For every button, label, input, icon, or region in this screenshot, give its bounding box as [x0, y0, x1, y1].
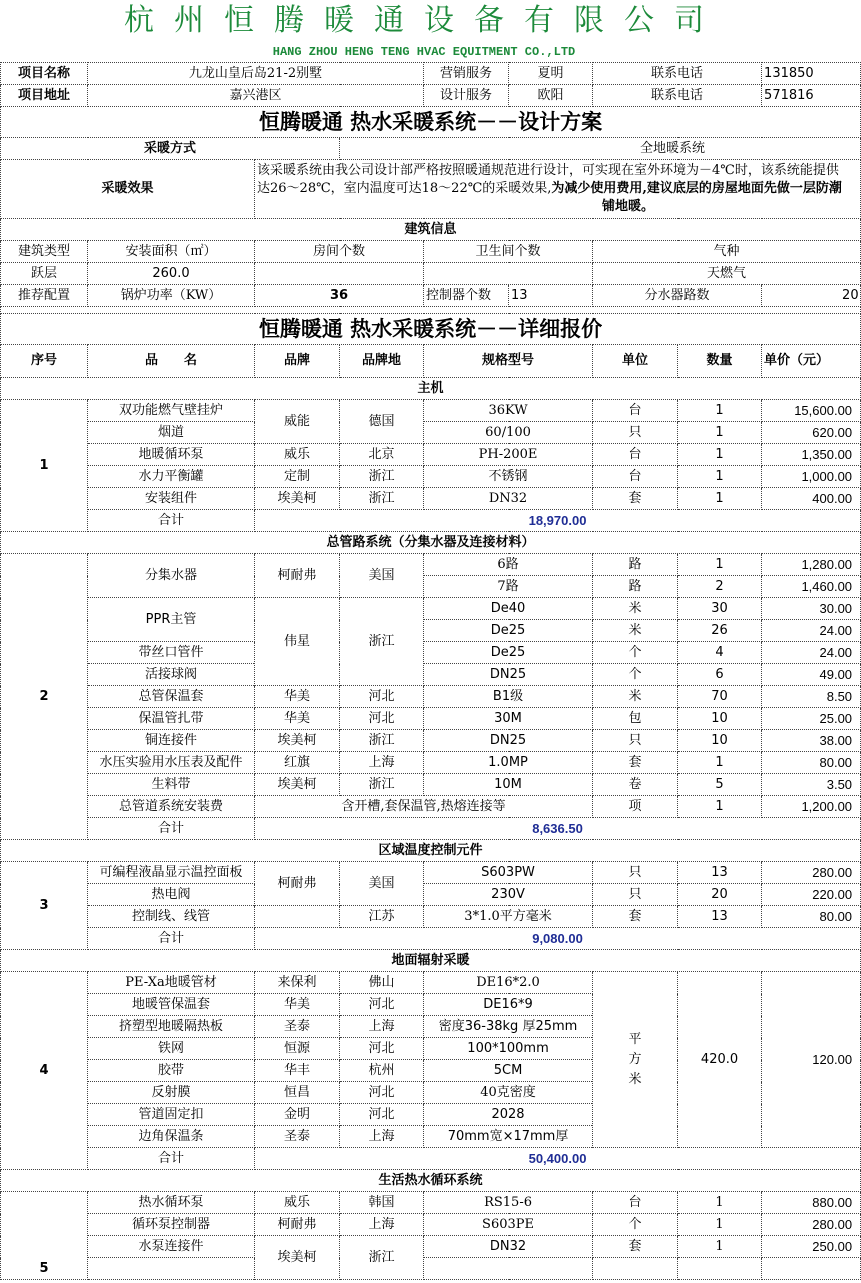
item-name: 热电阀	[88, 884, 255, 906]
item-spec: De25	[424, 642, 593, 664]
table-row	[1, 466, 861, 488]
phone-label-2: 联系电话	[593, 85, 762, 107]
item-origin: 美国	[340, 862, 424, 906]
item-origin: 上海	[340, 1016, 424, 1038]
item-name: PE-Xa地暖管材	[88, 972, 255, 994]
item-price: 80.00	[762, 906, 861, 928]
effect-line-3: 铺地暖。	[602, 199, 655, 214]
item-name: 保温管扎带	[88, 708, 255, 730]
project-row-1	[1, 63, 861, 85]
item-qty: 1	[678, 752, 762, 774]
table-row	[1, 642, 861, 664]
table-row	[1, 422, 861, 444]
item-unit: 套	[593, 488, 678, 510]
item-price: 1,200.00	[762, 796, 861, 818]
item-price: 24.00	[762, 620, 861, 642]
item-unit: 个	[593, 642, 678, 664]
item-spec: S603PE	[424, 1214, 593, 1236]
item-origin: 佛山	[340, 972, 424, 994]
section-title-row	[1, 950, 861, 972]
item-origin: 杭州	[340, 1060, 424, 1082]
item-price: 1,460.00	[762, 576, 861, 598]
section-2-no: 2	[1, 554, 88, 840]
col-spec: 规格型号	[424, 345, 593, 378]
project-row-2	[1, 85, 861, 107]
item-spec: DN25	[424, 664, 593, 686]
item-brand: 定制	[255, 466, 340, 488]
config-label: 推荐配置	[1, 285, 88, 307]
controller-count-label: 控制器个数	[424, 285, 509, 307]
item-name: 可编程液晶显示温控面板	[88, 862, 255, 884]
bath-value	[424, 263, 593, 285]
item-name: 活接球阀	[88, 664, 255, 686]
phone-label-1: 联系电话	[593, 63, 762, 85]
heating-method: 全地暖系统	[340, 138, 861, 160]
item-qty: 1	[678, 488, 762, 510]
section-4-title: 地面辐射采暖	[1, 950, 861, 972]
table-row	[1, 488, 861, 510]
item-spec: 5CM	[424, 1060, 593, 1082]
item-origin: 美国	[340, 554, 424, 598]
item-qty: 1	[678, 1192, 762, 1214]
item-spec: DE16*2.0	[424, 972, 593, 994]
item-spec: 3*1.0平方毫米	[424, 906, 593, 928]
item-unit: 只	[593, 862, 678, 884]
spacer-row	[1, 307, 861, 314]
company-name-cn: 杭州恒腾暖通设备有限公司	[124, 3, 724, 38]
col-brand: 品牌	[255, 345, 340, 378]
item-spec: 40克密度	[424, 1082, 593, 1104]
subtotal-label: 合计	[88, 510, 255, 532]
table-row	[1, 906, 861, 928]
item-price: 250.00	[762, 1236, 861, 1258]
item-origin: 浙江	[340, 774, 424, 796]
item-brand: 埃美柯	[255, 730, 340, 752]
col-unit: 单位	[593, 345, 678, 378]
item-origin: 北京	[340, 444, 424, 466]
table-row	[1, 884, 861, 906]
item-unit: 米	[593, 598, 678, 620]
subtotal-row	[1, 928, 861, 950]
item-qty: 1	[678, 422, 762, 444]
item-price: 3.50	[762, 774, 861, 796]
item-spec: 1.0MP	[424, 752, 593, 774]
subtotal-row	[1, 818, 861, 840]
config-row	[1, 285, 861, 307]
item-origin: 江苏	[340, 906, 424, 928]
item-brand: 伟星	[255, 598, 340, 686]
item-price: 620.00	[762, 422, 861, 444]
item-brand: 华美	[255, 686, 340, 708]
item-spec: 36KW	[424, 400, 593, 422]
quote-title: 恒腾暖通 热水采暖系统－－详细报价	[1, 314, 861, 345]
item-origin: 浙江	[340, 488, 424, 510]
boiler-power-label: 锅炉功率（KW）	[88, 285, 255, 307]
section-3-no: 3	[1, 862, 88, 950]
item-spec: 230V	[424, 884, 593, 906]
item-qty: 1	[678, 1236, 762, 1258]
section-4-total: 50,400.00	[255, 1148, 861, 1170]
item-name: 热水循环泵	[88, 1192, 255, 1214]
item-qty: 13	[678, 906, 762, 928]
item-name: PPR主管	[88, 598, 255, 642]
table-row	[1, 664, 861, 686]
section-3-title: 区域温度控制元件	[1, 840, 861, 862]
project-name: 九龙山皇后岛21-2别墅	[88, 63, 424, 85]
item-origin: 上海	[340, 752, 424, 774]
item-brand: 埃美柯	[255, 1236, 340, 1280]
section-5-title: 生活热水循环系统	[1, 1170, 861, 1192]
item-name: 铜连接件	[88, 730, 255, 752]
section-title-row	[1, 1170, 861, 1192]
item-price: 280.00	[762, 1214, 861, 1236]
building-value-row	[1, 263, 861, 285]
item-brand: 圣泰	[255, 1126, 340, 1148]
item-name: 带丝口管件	[88, 642, 255, 664]
table-row	[1, 444, 861, 466]
heating-effect-row	[1, 160, 861, 219]
item-spec: S603PW	[424, 862, 593, 884]
item-qty: 1	[678, 1214, 762, 1236]
item-spec: 100*100mm	[424, 1038, 593, 1060]
sales-person: 夏明	[509, 63, 593, 85]
item-spec: De25	[424, 620, 593, 642]
phone-2: 571816	[762, 85, 861, 107]
item-unit: 台	[593, 466, 678, 488]
floor-price: 120.00	[762, 972, 861, 1148]
floor-qty: 420.0	[678, 972, 762, 1148]
item-spec: PH-200E	[424, 444, 593, 466]
project-name-label: 项目名称	[1, 63, 88, 85]
item-origin: 上海	[340, 1214, 424, 1236]
item-name: 地暖循环泵	[88, 444, 255, 466]
item-price: 880.00	[762, 1192, 861, 1214]
item-brand: 柯耐弗	[255, 1214, 340, 1236]
controller-count: 13	[509, 285, 593, 307]
boiler-power: 36	[255, 285, 424, 307]
item-unit: 路	[593, 576, 678, 598]
item-brand: 华美	[255, 994, 340, 1016]
building-header-row	[1, 241, 861, 263]
item-unit	[593, 1258, 678, 1280]
company-name-en: HANG ZHOU HENG TENG HVAC EQUITMENT CO.,LTD	[272, 45, 576, 59]
item-unit: 套	[593, 906, 678, 928]
table-row	[1, 972, 861, 994]
table-row	[1, 774, 861, 796]
item-brand	[255, 906, 340, 928]
section-2-total: 8,636.50	[255, 818, 861, 840]
item-price: 25.00	[762, 708, 861, 730]
item-origin: 上海	[340, 1126, 424, 1148]
item-name	[88, 1258, 255, 1280]
item-brand: 恒昌	[255, 1082, 340, 1104]
col-origin: 品牌地	[340, 345, 424, 378]
subtotal-label: 合计	[88, 1148, 255, 1170]
item-spec: DN25	[424, 730, 593, 752]
table-row	[1, 708, 861, 730]
table-row	[1, 796, 861, 818]
item-brand: 来保利	[255, 972, 340, 994]
item-spec	[424, 1258, 593, 1280]
item-price: 30.00	[762, 598, 861, 620]
item-name: 水泵连接件	[88, 1236, 255, 1258]
item-qty: 10	[678, 730, 762, 752]
item-name: 胶带	[88, 1060, 255, 1082]
section-title-row	[1, 532, 861, 554]
item-price: 15,600.00	[762, 400, 861, 422]
item-brand: 威乐	[255, 444, 340, 466]
item-qty: 20	[678, 884, 762, 906]
building-type: 跃层	[1, 263, 88, 285]
item-qty: 26	[678, 620, 762, 642]
item-qty	[678, 1258, 762, 1280]
project-addr-label: 项目地址	[1, 85, 88, 107]
item-name: 烟道	[88, 422, 255, 444]
col-price: 单价（元）	[762, 345, 861, 378]
section-title-row	[1, 378, 861, 400]
item-qty: 6	[678, 664, 762, 686]
item-unit: 个	[593, 1214, 678, 1236]
heating-method-label: 采暖方式	[1, 138, 340, 160]
item-origin: 浙江	[340, 730, 424, 752]
item-name: 循环泵控制器	[88, 1214, 255, 1236]
item-name: 总管道系统安装费	[88, 796, 255, 818]
item-brand: 埃美柯	[255, 774, 340, 796]
item-brand: 金明	[255, 1104, 340, 1126]
quotation-sheet	[0, 62, 861, 1280]
item-origin: 河北	[340, 1038, 424, 1060]
rooms-label: 房间个数	[255, 241, 424, 263]
item-name: 边角保温条	[88, 1126, 255, 1148]
section-1-no: 1	[1, 400, 88, 532]
floor-unit	[593, 972, 678, 1148]
table-row	[1, 730, 861, 752]
project-addr: 嘉兴港区	[88, 85, 424, 107]
item-qty: 5	[678, 774, 762, 796]
subtotal-row	[1, 510, 861, 532]
item-price: 49.00	[762, 664, 861, 686]
item-qty: 1	[678, 444, 762, 466]
item-spec: RS15-6	[424, 1192, 593, 1214]
item-name: 反射膜	[88, 1082, 255, 1104]
item-unit: 只	[593, 730, 678, 752]
section-4-no: 4	[1, 972, 88, 1170]
item-spec: 不锈钢	[424, 466, 593, 488]
col-no: 序号	[1, 345, 88, 378]
item-price: 38.00	[762, 730, 861, 752]
bath-label: 卫生间个数	[424, 241, 593, 263]
item-spec: B1级	[424, 686, 593, 708]
col-name: 品 名	[88, 345, 255, 378]
item-name: 管道固定扣	[88, 1104, 255, 1126]
table-row	[1, 1192, 861, 1214]
item-spec: 70mm宽×17mm厚	[424, 1126, 593, 1148]
item-unit: 米	[593, 686, 678, 708]
item-qty: 13	[678, 862, 762, 884]
item-spec: DN32	[424, 1236, 593, 1258]
table-row	[1, 400, 861, 422]
item-brand: 威乐	[255, 1192, 340, 1214]
item-price: 400.00	[762, 488, 861, 510]
design-person: 欧阳	[509, 85, 593, 107]
item-origin: 河北	[340, 994, 424, 1016]
effect-line-2a: 达26～28℃，室内温度可达18～22℃的采暖效果,	[257, 181, 552, 196]
item-unit: 卷	[593, 774, 678, 796]
item-unit: 台	[593, 444, 678, 466]
item-price: 8.50	[762, 686, 861, 708]
item-brand: 华美	[255, 708, 340, 730]
item-name: 水压实验用水压表及配件	[88, 752, 255, 774]
item-spec: 7路	[424, 576, 593, 598]
heating-effect-label: 采暖效果	[1, 160, 255, 219]
item-unit: 套	[593, 752, 678, 774]
subtotal-row	[1, 1148, 861, 1170]
item-spec: 密度36-38kg 厚25mm	[424, 1016, 593, 1038]
gas-label: 气种	[593, 241, 861, 263]
subtotal-label: 合计	[88, 928, 255, 950]
effect-line-2b: 为减少使用费用,建议底层的房屋地面先做一层防潮	[551, 181, 842, 196]
design-title: 恒腾暖通 热水采暖系统－－设计方案	[1, 107, 861, 138]
item-price: 1,000.00	[762, 466, 861, 488]
item-qty: 30	[678, 598, 762, 620]
item-price: 1,280.00	[762, 554, 861, 576]
item-spec: 含开槽,套保温管,热熔连接等	[255, 796, 593, 818]
table-row	[1, 554, 861, 576]
design-label: 设计服务	[424, 85, 509, 107]
item-brand: 红旗	[255, 752, 340, 774]
effect-line-1: 该采暖系统由我公司设计部严格按照暖通规范进行设计，可实现在室外环境为－4℃时，该系统能提供	[257, 163, 839, 178]
item-brand: 恒源	[255, 1038, 340, 1060]
section-3-total: 9,080.00	[255, 928, 861, 950]
table-row	[1, 862, 861, 884]
item-qty: 1	[678, 554, 762, 576]
item-spec: De40	[424, 598, 593, 620]
table-row	[1, 1214, 861, 1236]
item-qty: 2	[678, 576, 762, 598]
table-row	[1, 752, 861, 774]
item-origin: 浙江	[340, 466, 424, 488]
item-brand: 华丰	[255, 1060, 340, 1082]
item-name: 铁网	[88, 1038, 255, 1060]
item-unit: 包	[593, 708, 678, 730]
item-spec: DN32	[424, 488, 593, 510]
item-brand: 埃美柯	[255, 488, 340, 510]
item-spec: 30M	[424, 708, 593, 730]
item-brand: 柯耐弗	[255, 862, 340, 906]
table-row	[1, 1258, 861, 1280]
item-spec: DE16*9	[424, 994, 593, 1016]
section-title-row	[1, 840, 861, 862]
item-origin: 河北	[340, 686, 424, 708]
section-1-title: 主机	[1, 378, 861, 400]
item-origin: 河北	[340, 1082, 424, 1104]
item-price: 220.00	[762, 884, 861, 906]
item-origin: 德国	[340, 400, 424, 444]
item-spec: 6路	[424, 554, 593, 576]
section-5-no: 5	[1, 1192, 88, 1280]
building-type-label: 建筑类型	[1, 241, 88, 263]
item-name: 地暖管保温套	[88, 994, 255, 1016]
item-name: 生料带	[88, 774, 255, 796]
item-unit: 套	[593, 1236, 678, 1258]
item-origin: 河北	[340, 1104, 424, 1126]
item-unit: 路	[593, 554, 678, 576]
building-title-row	[1, 219, 861, 241]
item-qty: 1	[678, 466, 762, 488]
item-price	[762, 1258, 861, 1280]
item-qty: 10	[678, 708, 762, 730]
item-origin: 韩国	[340, 1192, 424, 1214]
item-spec: 10M	[424, 774, 593, 796]
sales-label: 营销服务	[424, 63, 509, 85]
manifold-count: 20	[762, 285, 861, 307]
item-qty: 4	[678, 642, 762, 664]
floor-unit-text: 平方米	[628, 1031, 642, 1087]
gas-type: 天燃气	[593, 263, 861, 285]
quote-header-row	[1, 345, 861, 378]
item-name: 挤塑型地暖隔热板	[88, 1016, 255, 1038]
item-price: 1,350.00	[762, 444, 861, 466]
item-unit: 只	[593, 884, 678, 906]
manifold-label: 分水器路数	[593, 285, 762, 307]
item-price: 24.00	[762, 642, 861, 664]
section-2-title: 总管路系统（分集水器及连接材料）	[1, 532, 861, 554]
item-origin: 浙江	[340, 598, 424, 686]
building-title: 建筑信息	[1, 219, 861, 241]
quote-title-row	[1, 314, 861, 345]
item-unit: 台	[593, 1192, 678, 1214]
item-origin: 浙江	[340, 1236, 424, 1280]
heating-method-row	[1, 138, 861, 160]
item-name: 控制线、线管	[88, 906, 255, 928]
section-1-total: 18,970.00	[255, 510, 861, 532]
item-brand: 柯耐弗	[255, 554, 340, 598]
design-title-row	[1, 107, 861, 138]
area-label: 安装面积（㎡）	[88, 241, 255, 263]
item-name: 安装组件	[88, 488, 255, 510]
item-qty: 1	[678, 400, 762, 422]
item-unit: 台	[593, 400, 678, 422]
heating-effect-text	[255, 160, 861, 219]
rooms-value	[255, 263, 424, 285]
item-name: 水力平衡罐	[88, 466, 255, 488]
item-qty: 1	[678, 796, 762, 818]
item-brand: 圣泰	[255, 1016, 340, 1038]
table-row	[1, 1236, 861, 1258]
item-brand: 威能	[255, 400, 340, 444]
item-origin: 河北	[340, 708, 424, 730]
item-price: 80.00	[762, 752, 861, 774]
table-row	[1, 598, 861, 620]
item-price: 280.00	[762, 862, 861, 884]
item-spec: 60/100	[424, 422, 593, 444]
install-area: 260.0	[88, 263, 255, 285]
item-name: 分集水器	[88, 554, 255, 598]
col-qty: 数量	[678, 345, 762, 378]
table-row	[1, 686, 861, 708]
item-name: 双功能燃气壁挂炉	[88, 400, 255, 422]
phone-1: 131850	[762, 63, 861, 85]
item-name: 总管保温套	[88, 686, 255, 708]
item-unit: 只	[593, 422, 678, 444]
subtotal-label: 合计	[88, 818, 255, 840]
item-unit: 米	[593, 620, 678, 642]
item-spec: 2028	[424, 1104, 593, 1126]
item-unit: 个	[593, 664, 678, 686]
item-unit: 项	[593, 796, 678, 818]
item-qty: 70	[678, 686, 762, 708]
